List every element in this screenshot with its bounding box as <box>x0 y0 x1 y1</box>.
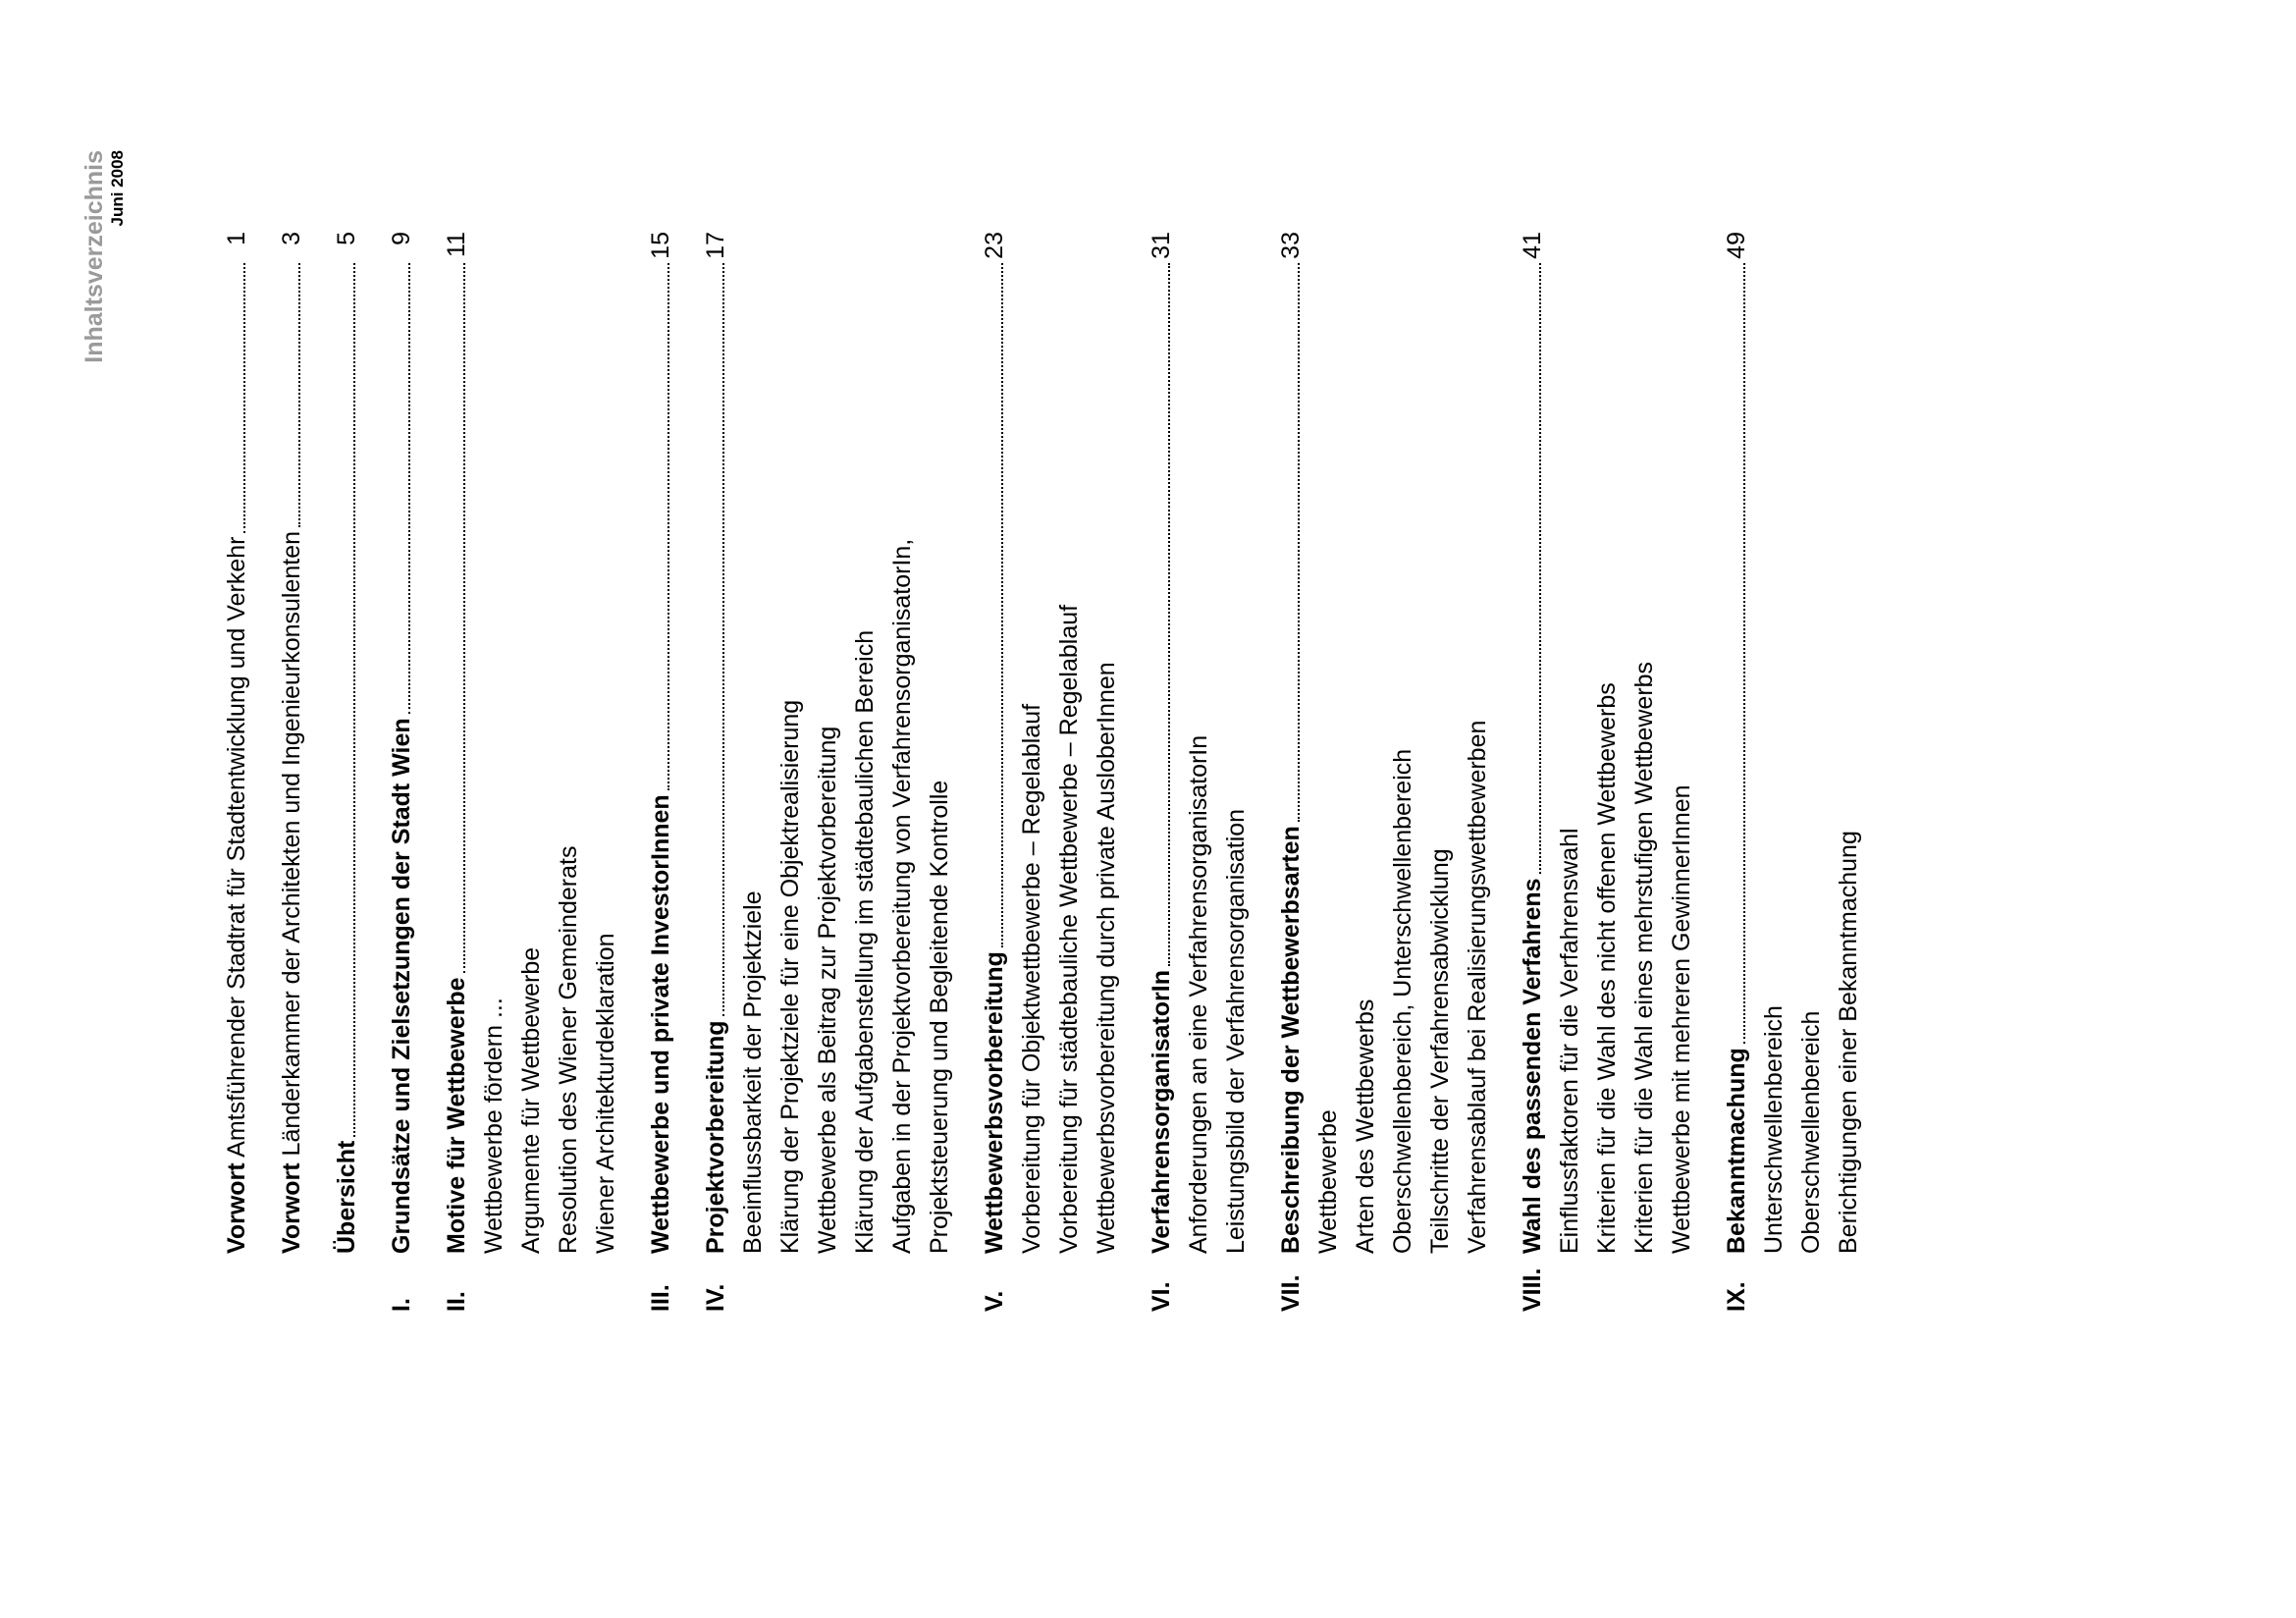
toc-entry <box>438 232 475 1312</box>
toc-subentry: Klärung der Aufgabenstellung im städtebaulichen Bereich <box>851 629 879 1254</box>
toc-subentry: Wettbewerbsvorbereitung durch private AusloberInnen <box>1093 662 1120 1254</box>
dot-leader <box>353 263 355 1137</box>
toc-subentry: Resolution des Wiener Gemeinderats <box>555 845 582 1254</box>
toc-entry <box>383 232 420 1312</box>
toc-section <box>438 232 624 1312</box>
toc-subentry: Wettbewerbe als Beitrag zur Projektvorbereitung <box>814 726 841 1254</box>
toc-section <box>642 232 679 1312</box>
toc-entry <box>1514 232 1551 1312</box>
toc-subentry: Aufgaben in der Projektvorbereitung von VerfahrensorganisatorIn, <box>888 538 916 1254</box>
page-number: 49 <box>1723 232 1750 259</box>
toc-entry <box>273 232 310 1312</box>
section-number: II. <box>443 1291 470 1312</box>
section-label <box>328 1141 365 1254</box>
toc-subentry: Arten des Wettbewerbs <box>1352 998 1379 1254</box>
toc-entry <box>1718 232 1755 1312</box>
section-label <box>1718 1048 1755 1254</box>
page-number: 41 <box>1519 232 1546 259</box>
section-title: Bekanntmachung <box>1723 1048 1750 1254</box>
section-label <box>1143 970 1180 1254</box>
section-title: Übersicht <box>333 1140 360 1254</box>
dot-leader <box>722 263 724 1016</box>
toc-entry <box>1272 232 1309 1312</box>
toc-subentry: Oberschwellenbereich, Unterschwellenbereich <box>1389 748 1416 1254</box>
section-subtitle: Amtsführender Stadtrat für Stadtentwicklung und Verkehr <box>223 536 250 1163</box>
dot-leader <box>1298 263 1300 822</box>
toc-subentry: Teilschritte der Verfahrensabwicklung <box>1426 848 1454 1254</box>
page-number: 3 <box>278 232 305 245</box>
section-number: V. <box>981 1290 1008 1312</box>
page-number: 23 <box>981 232 1008 259</box>
toc-subentry: Vorbereitung für Objektwettbewerbe – Regelablauf <box>1018 703 1045 1254</box>
toc-section <box>328 232 365 1312</box>
dot-leader <box>408 263 410 714</box>
section-subtitle: Länderkammer der Architekten und Ingenieurkonsulenten <box>278 530 305 1163</box>
toc-entry <box>642 232 679 1312</box>
toc-entry <box>976 232 1013 1312</box>
toc-subentry: Wettbewerbe <box>1314 1109 1342 1254</box>
dot-leader <box>667 263 669 790</box>
dot-leader <box>1001 263 1003 947</box>
section-title: Vorwort <box>278 1162 305 1254</box>
toc-section <box>697 232 958 1312</box>
section-number: IV. <box>702 1283 729 1312</box>
dot-leader <box>298 263 300 527</box>
section-title: Motive für Wettbewerbe <box>443 977 470 1254</box>
section-label <box>697 1020 734 1254</box>
toc-subentry: Einflussfaktoren für die Verfahrenswahl <box>1556 828 1583 1254</box>
section-label <box>218 537 255 1254</box>
toc-section <box>383 232 420 1312</box>
toc-subentry: Oberschwellenbereich <box>1797 1010 1825 1254</box>
toc-subentry: Argumente für Wettbewerbe <box>517 946 545 1254</box>
page-number: 1 <box>223 232 250 245</box>
toc-subentry: Anforderungen an eine VerfahrensorganisatorIn <box>1185 734 1212 1254</box>
toc-entry <box>697 232 734 1312</box>
toc-section <box>976 232 1125 1312</box>
header-date: Juni 2008 <box>108 150 127 227</box>
section-title: Wettbewerbe und private InvestorInnen <box>647 794 674 1254</box>
section-label <box>976 951 1013 1254</box>
section-title: Projektvorbereitung <box>702 1020 729 1254</box>
page-number: 33 <box>1277 232 1305 259</box>
toc-subentry: Verfahrensablauf bei Realisierungswettbewerben <box>1464 720 1491 1254</box>
toc-entry <box>218 232 255 1312</box>
toc-section <box>1272 232 1496 1312</box>
page-number: 31 <box>1148 232 1175 259</box>
table-of-contents <box>218 232 1885 1312</box>
header-title: Inhaltsverzeichnis <box>80 150 108 363</box>
page-header <box>80 150 127 396</box>
section-title: Grundsätze und Zielsetzungen der Stadt Wien <box>388 718 415 1254</box>
toc-section <box>273 232 310 1312</box>
dot-leader <box>243 263 245 533</box>
toc-subentry: Klärung der Projektziele für eine Objektrealisierung <box>776 699 804 1254</box>
toc-subentry: Kriterien für die Wahl des nicht offenen Wettbewerbs <box>1593 682 1621 1254</box>
dot-leader <box>1743 263 1745 1044</box>
section-label <box>438 977 475 1254</box>
toc-subentry: Unterschwellenbereich <box>1760 1005 1788 1254</box>
section-title: Beschreibung der Wettbewerbsarten <box>1277 826 1305 1254</box>
section-label <box>273 531 310 1254</box>
toc-subentry: Vorbereitung für städtebauliche Wettbewerbe – Regelablauf <box>1055 604 1083 1254</box>
section-title: Wettbewerbsvorbereitung <box>981 951 1008 1254</box>
toc-subentry: Leistungsbild der Verfahrensorganisation <box>1222 808 1250 1254</box>
page-number: 9 <box>388 232 415 245</box>
toc-subentry: Wettbewerbe fördern ... <box>480 998 507 1254</box>
section-title: Vorwort <box>223 1162 250 1254</box>
toc-subentry: Berichtigungen einer Bekanntmachung <box>1835 831 1862 1254</box>
toc-entry <box>1143 232 1180 1312</box>
section-label <box>383 718 420 1254</box>
toc-subentry: Wettbewerbe mit mehreren GewinnerInnen <box>1668 784 1695 1254</box>
section-label <box>1514 878 1551 1254</box>
toc-section <box>1514 232 1700 1312</box>
toc-section <box>1143 232 1255 1312</box>
section-number: I. <box>388 1298 415 1312</box>
page-number: 17 <box>702 232 729 259</box>
section-label <box>642 794 679 1254</box>
toc-subentry: Projektsteuerung und Begleitende Kontrolle <box>926 780 953 1254</box>
dot-leader <box>463 263 465 973</box>
section-number: VI. <box>1148 1281 1175 1312</box>
toc-subentry: Kriterien für die Wahl eines mehrstufigen Wettbewerbs <box>1630 661 1658 1254</box>
dot-leader <box>1539 263 1541 874</box>
toc-subentry: Beeinflussbarkeit der Projektziele <box>739 890 767 1254</box>
section-title: Wahl des passenden Verfahrens <box>1519 878 1546 1254</box>
toc-section <box>1718 232 1867 1312</box>
section-number: IX. <box>1723 1281 1750 1312</box>
section-number: VIII. <box>1519 1267 1546 1312</box>
section-number: VII. <box>1277 1274 1305 1312</box>
toc-subentry: Wiener Architekturdeklaration <box>592 933 619 1254</box>
toc-section <box>218 232 255 1312</box>
toc-entry <box>328 232 365 1312</box>
section-number: III. <box>647 1284 674 1312</box>
section-label <box>1272 826 1309 1254</box>
page-number: 11 <box>443 232 470 257</box>
dot-leader <box>1168 263 1170 966</box>
page-number: 5 <box>333 232 360 245</box>
section-title: VerfahrensorganisatorIn <box>1148 970 1175 1254</box>
page-number: 15 <box>647 232 674 259</box>
